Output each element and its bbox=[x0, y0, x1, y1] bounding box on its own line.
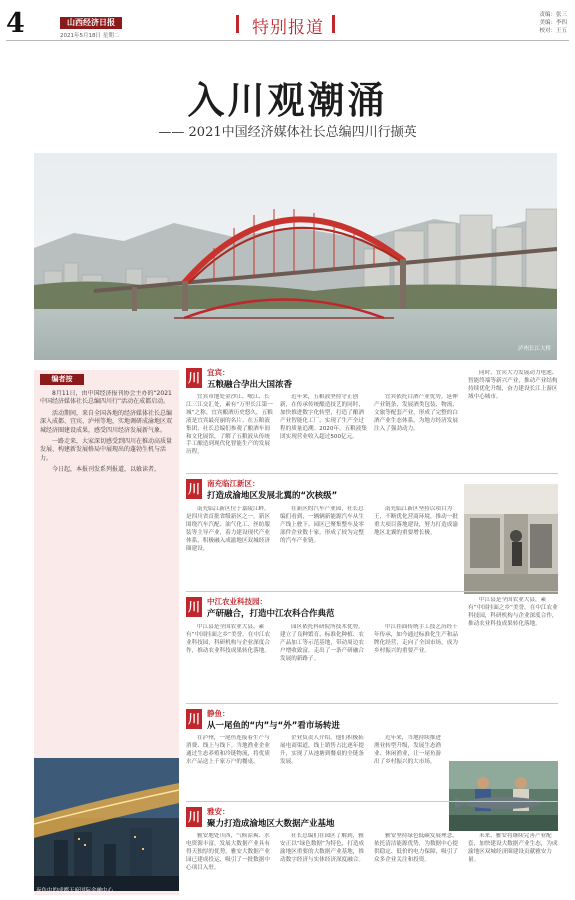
article-1-column-2: 近年来，五粮液坚持守正创新，在传承传统酿造技艺的同时，加快推进数字化转型，打造了酿酒产业智能化工厂，实现了生产全过程的质量追溯。2020年，五粮液集团实现营业收入超过500亿元。 bbox=[280, 394, 367, 440]
article-2-title: 打造成渝地区发展北翼的“次核级” bbox=[207, 491, 338, 501]
paper-name-badge: 山西经济日报 bbox=[60, 17, 122, 29]
fish-photo bbox=[449, 761, 558, 831]
editor-note-paragraph: 今日起，本报刊发系列报道，以飨读者。 bbox=[52, 466, 161, 474]
article-3-location: 中江农业科技园： bbox=[207, 597, 267, 606]
subheadline: —— 2021中国经济媒体社长总编四川行撷英 bbox=[158, 125, 417, 140]
article-1-column-4: 同时，宜宾大力发展动力电池、智能终端等新兴产业，推动产业结构持续优化升级，奋力建设长江上游区域中心城市。 bbox=[468, 370, 558, 400]
editor-note-paragraph: 8月11日，由中国经济报刊协会主办的“2021中国经济媒体社长总编四川行”活动在成都启动。 bbox=[40, 390, 172, 406]
article-4-location: 静鱼： bbox=[207, 709, 230, 718]
article-4-title: 从一尾鱼的“内”与“外”看市场转进 bbox=[207, 721, 340, 731]
main-headline: 入川观潮涌 bbox=[187, 78, 388, 122]
article-4-column-3: 近年来，当地持续推进渔业转型升级，发展生态渔业、休闲渔业，让一尾鱼游出了乡村振兴的大市场。 bbox=[374, 735, 442, 765]
article-2-column-2: 在新区的汽车产业园，社长总编们看到，一辆辆新能源汽车从生产线上驶下。园区已聚集整车及零部件企业数十家，形成了较为完整的汽车产业链。 bbox=[280, 506, 364, 544]
editor-credit: 校对：王五 bbox=[539, 28, 567, 34]
page-number: 4 bbox=[6, 8, 25, 39]
header-rule bbox=[6, 40, 569, 41]
editor-note-paragraph: 活动期间，来自全国各地的经济媒体社长总编深入成都、宜宾、泸州等地，实地调研成渝地区双城经济圈建设成果，感受四川经济发展新气象。 bbox=[40, 409, 173, 434]
article-marker: 川 bbox=[186, 597, 202, 617]
editor-note-body bbox=[40, 390, 174, 750]
bridge-photo bbox=[34, 153, 557, 360]
article-2-location: 南充临江新区： bbox=[207, 479, 260, 488]
editor-note-paragraph: 一路走来，大家深切感受到四川在推动高质量发展、构建新发展格局中展现出的蓬勃生机与活力。 bbox=[40, 438, 173, 462]
editor-credits bbox=[497, 11, 567, 35]
article-5-location: 雅安： bbox=[207, 807, 230, 816]
photo-caption: 泸州长江大桥 bbox=[517, 346, 551, 352]
editor-credit: 美编：李四 bbox=[539, 20, 567, 26]
article-marker: 川 bbox=[186, 807, 202, 827]
factory-photo bbox=[464, 484, 558, 594]
article-divider bbox=[186, 591, 558, 592]
article-1-location: 宜宾： bbox=[207, 368, 230, 377]
article-marker: 川 bbox=[186, 479, 202, 499]
article-2-column-3: 南充临江新区坚持以项目为王，不断优化营商环境，推动一批重大项目落地建设，努力打造成渝地区北翼的重要增长极。 bbox=[374, 506, 458, 536]
section-title: 特别报道 bbox=[252, 18, 324, 38]
article-marker: 川 bbox=[186, 368, 202, 388]
section-bar-left bbox=[236, 15, 239, 33]
article-5-column-4: 未来，雅安将继续完善产业配套，加快建设大数据产业生态，为成渝地区双城经济圈建设贡献雅安力量。 bbox=[468, 833, 558, 863]
article-3-title: 产研融合，打造中江农科合作典范 bbox=[207, 609, 335, 619]
article-3-column-4: 中江县是全国农业大县，素有“中国挂面之乡”美誉。在中江农业科技园，科研机构与企业深度合作，推动农业科技成果转化落地。 bbox=[468, 597, 558, 627]
article-2-column-1: 南充临江新区位于嘉陵江畔，是四川省首批省级新区之一。新区围绕汽车汽配、油气化工、丝纺服装等主导产业，着力建设现代产业体系，积极融入成渝地区双城经济圈建设。 bbox=[186, 506, 270, 552]
night-photo-caption: 夜色中的成都天府国际金融中心 bbox=[36, 888, 114, 894]
article-divider bbox=[186, 801, 558, 802]
article-divider bbox=[186, 473, 558, 474]
editor-note-label: 编者按 bbox=[40, 374, 84, 385]
issue-date: 2021年5月18日 星期二 bbox=[60, 33, 120, 39]
article-3-column-2: 园区依托科研院所技术优势，建立了良种繁育、标准化种植、农产品加工等示范基地，带动周边农户增收致富，走出了一条产研融合发展的新路子。 bbox=[280, 624, 364, 662]
article-5-column-3: 雅安坚持绿色低碳发展理念，依托清洁能源优势，为数据中心提供稳定、低价的电力保障，吸引了众多企业关注和投资。 bbox=[374, 833, 458, 863]
article-1-title: 五粮融合孕出大国浓香 bbox=[207, 380, 293, 390]
article-5-column-2: 社长总编们在园区了解到，雅安正以“绿色数据”为特色，打造成渝地区重要的大数据产业基地，推动数字经济与实体经济深度融合。 bbox=[280, 833, 365, 863]
night-city-photo bbox=[34, 758, 179, 891]
article-3-column-1: 中江县是全国农业大县，素有“中国挂面之乡”美誉。在中江农业科技园，科研机构与企业深度合作，推动农业科技成果转化落地。 bbox=[186, 624, 271, 654]
article-4-column-2: 企业负责人介绍，他们积极拓展电商渠道，线上销售占比逐年提升，实现了从池塘到餐桌的全链条发展。 bbox=[280, 735, 364, 765]
article-marker: 川 bbox=[186, 709, 202, 729]
article-1-column-1: 宜宾市地处金沙江、岷江、长江三江交汇处，素有“万里长江第一城”之称。宜宾酿酒历史悠久，五粮液是宜宾最亮丽的名片。在五粮液集团，社长总编们参观了酿酒车间和文化展馆，了解了五粮液从传统手工酿造到现代化智能生产的发展历程。 bbox=[186, 394, 273, 456]
article-4-column-1: 在泸州，一尾鱼连接着生产与消费、线上与线下。当地渔业企业通过生态养殖和冷链物流，将优质水产品送上千家万户的餐桌。 bbox=[186, 735, 270, 765]
article-1-column-3: 宜宾依托白酒产业优势，延伸产业链条，发展酒类包装、物流、文旅等配套产业，形成了完整的白酒产业生态体系，为地方经济发展注入了强劲动力。 bbox=[374, 394, 458, 432]
article-5-title: 聚力打造成渝地区大数据产业基地 bbox=[207, 819, 335, 829]
article-5-column-1: 雅安地处川西，气候凉爽、水电资源丰富，发展大数据产业具有得天独厚的优势。雅安大数据产业园已建成投运，吸引了一批数据中心项目入驻。 bbox=[186, 833, 270, 871]
editor-credit: 责编：张三 bbox=[539, 12, 567, 18]
article-divider bbox=[186, 703, 558, 704]
section-bar-right bbox=[332, 15, 335, 33]
article-3-column-3: 中江挂面传统手工技艺历经千年传承，如今通过标准化生产和品牌化经营，走向了全国市场，成为乡村振兴的重要产业。 bbox=[374, 624, 458, 654]
